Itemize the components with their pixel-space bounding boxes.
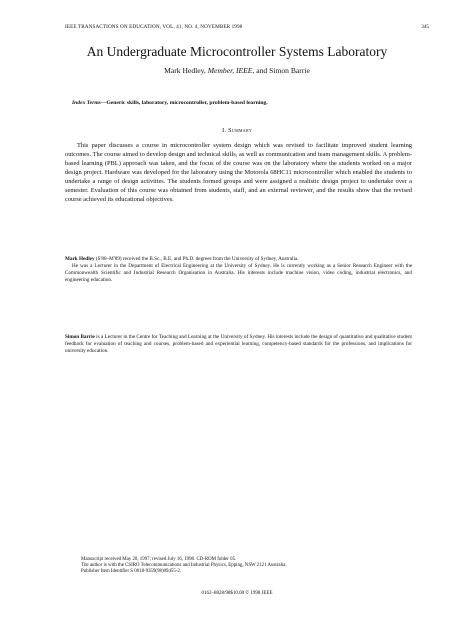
author-bio-barrie	[65, 334, 412, 355]
section-heading	[0, 127, 474, 134]
summary-paragraph: This paper discusses a course in microcontroller system design which was revised to facilitate improved student learning outcomes. The course aimed to develop design and technical skills, as well as communication and team management skills. A problem-based learning (PBL) approach was taken, and the focus of the course was on the laboratory where the students worked on a major design project. Hardware was developed for the laboratory using the Motorola 68HC11 microcontroller which enabled the students to undertake a range of design activities. The students formed groups and were assigned a realistic design project to undertake over a semester. Evaluation of this course was obtained from students, staff, and an external reviewer, and the results show that the revised course achieved its educational objectives.	[65, 142, 412, 203]
footnote	[75, 557, 410, 575]
author-bio-hedley	[65, 256, 412, 284]
footnote-line: Manuscript received May 20, 1997; revised July 16, 1998. CD-ROM folder 05.	[81, 557, 237, 562]
section-title: Summary	[228, 127, 252, 134]
index-terms-label: Index Terms	[72, 100, 101, 106]
index-terms	[72, 100, 412, 106]
running-head: IEEE TRANSACTIONS ON EDUCATION, VOL. 41, NO. 4, NOVEMBER 1998	[65, 24, 243, 30]
bio-name: Simon Barrie	[65, 334, 95, 340]
bio-text-continued: He was a Lecturer in the Department of Electrical Engineering at the University of Sydney. He is currently working as a Senior Research Engineer with the Commonwealth Scientific and Industrial Research Organisation in Australia. His interests include machine vision, video coding, industrial electronics, and engineering education.	[65, 262, 412, 283]
paper-title: An Undergraduate Microcontroller Systems Laboratory	[86, 44, 388, 59]
author-1-membership: Member, IEEE,	[207, 66, 255, 75]
footnote-line: Publisher Item Identifier S 0018-9359(98)09455-2.	[81, 569, 182, 574]
section-number: I.	[222, 127, 227, 134]
bio-text: (S'88–M'89) received the B.Sc., B.E, and Ph.D. degrees from the University of Sydney, Australia.	[94, 256, 299, 262]
author-2: Simon Barrie	[269, 66, 310, 75]
bio-name: Mark Hedley	[65, 256, 95, 262]
copyright-line: 0162–8828/98$10.00 © 1998 IEEE	[201, 591, 273, 596]
author-connector: and	[256, 66, 268, 75]
bio-text: is a Lecturer in the Centre for Teaching and Learning at the University of Sydney. His interests include the design of quantitative and qualitative student feedback for evaluation of teaching and courses, problem-based and experiential learning, competency-based standards for the professions, and implications for university education.	[65, 334, 412, 354]
author-line	[0, 66, 474, 75]
author-1: Mark Hedley,	[164, 66, 206, 75]
index-terms-text: —Generic skills, laboratory, microcontroller, problem-based learning.	[100, 100, 268, 106]
page-number: 345	[421, 24, 429, 30]
footnote-line: The author is with the CSIRO Telecommunications and Industrial Physics, Epping, NSW 2121 Australia.	[81, 563, 287, 568]
